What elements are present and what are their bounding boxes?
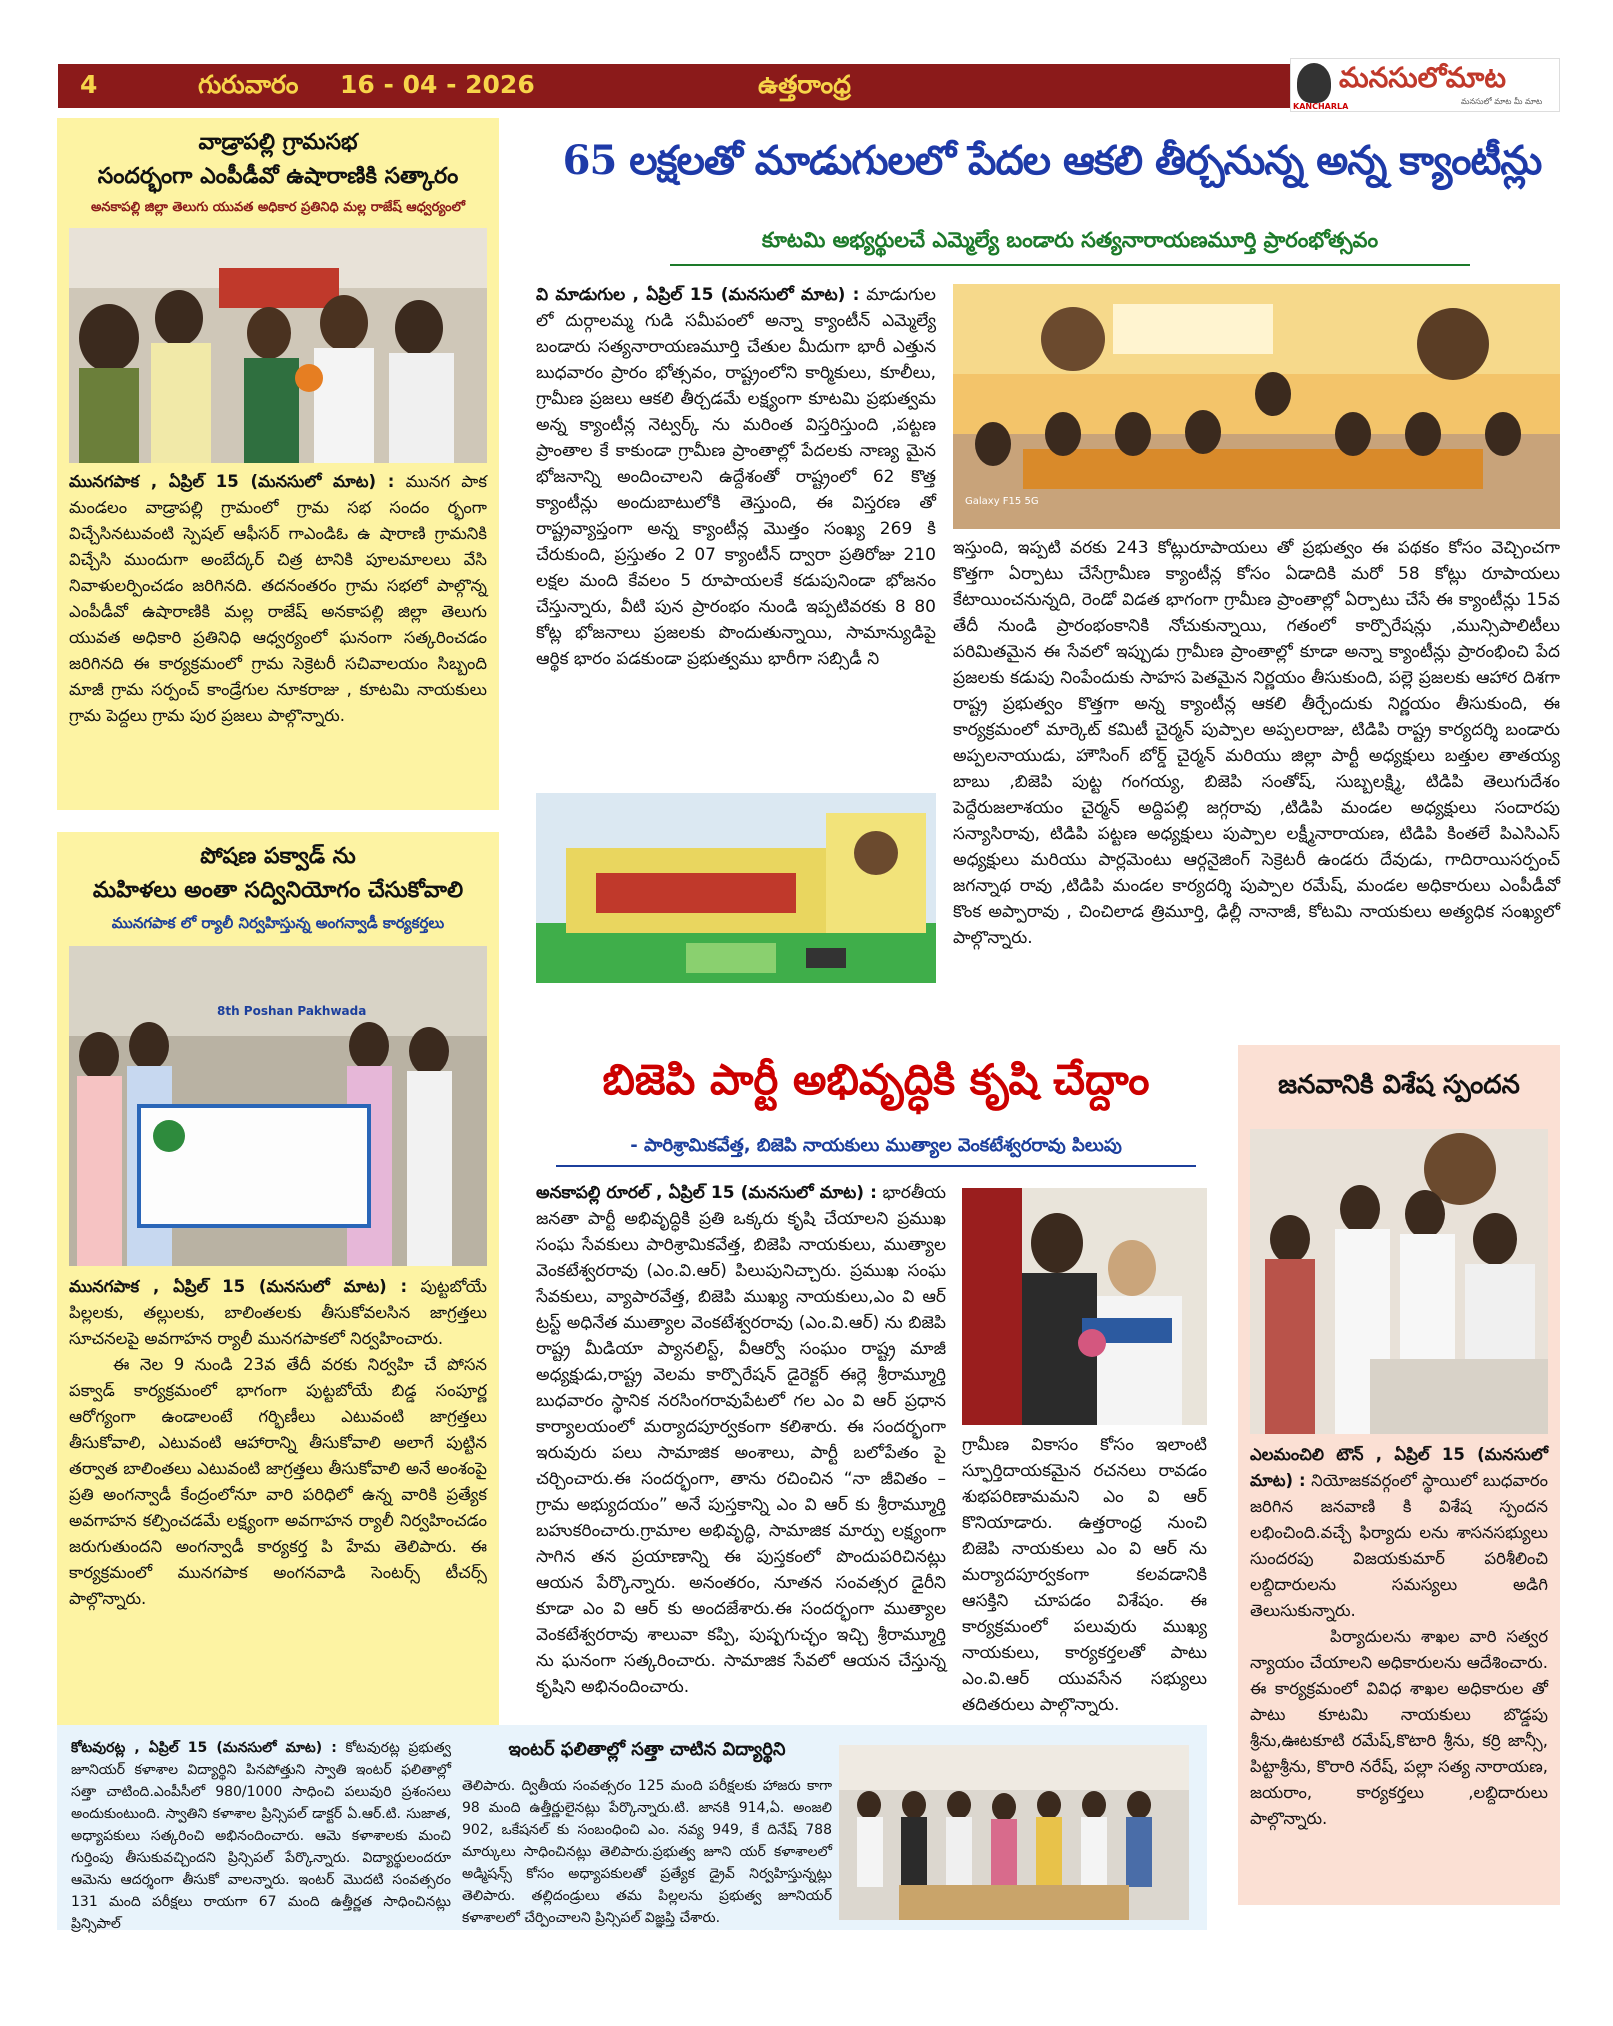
felicitation-photo: [69, 228, 487, 463]
article-title-line2: సందర్భంగా ఎంపీడీవో ఉషారాణికి సత్కారం: [97, 164, 459, 189]
janavani-dateline: ఎలమంచిలి టౌన్ , ఏప్రిల్ 15 (మనసులో మాట) :: [1250, 1445, 1548, 1490]
mvr-meeting-photo: [962, 1188, 1207, 1425]
bjp-headline: బిజెపి పార్టీ అభివృద్ధికి కృషి చేద్దాం: [602, 1055, 1150, 1104]
article-text: మునగ పాక మండలం వాడ్రాపల్లి గ్రామంలో గ్రామ సభ సందం ర్భంగా విచ్చేసినటువంటి స్పెషల్ ఆఫీసర్ గాఎండిఓ ఉ షారాణి గ్రామనికి విచ్చేసి ముందుగా అంబేద్కర్ చిత్ర టానికి పూలమాలలు వేసి నివాళులర్పించడం జరిగినది. తదనంతరం గ్రామ సభలో పాల్గొన్న ఎంపీడీవో ఉషారాణికి మల్ల రాజేష్ అనకాపల్లి జిల్లా తెలుగు యువత అధికారి ప్రతినిధి ఆధ్వర్యంలో ఘనంగా సత్కరించడం జరిగినది ఈ కార్యక్రమంలో గ్రామ సెక్రెటరీ సచివాలయం సిబ్బంది మాజీ గ్రామ సర్పంచ్ కాండ్రేగుల నూకరాజు , కూటమి నాయకులు గ్రామ పెద్దలు గ్రామ పుర ప్రజలు పాల్గొన్నారు.: [69, 472, 488, 725]
poshan-subtitle: మునగపాక లో ర్యాలీ నిర్వహిస్తున్న అంగన్వాడీ కార్యకర్తలు: [111, 914, 445, 932]
inter-headline: ఇంటర్ ఫలితాల్లో సత్తా చాటిన విద్యార్థిని: [508, 1739, 786, 1760]
anganwadi-rally-photo: [69, 946, 487, 1266]
main-dateline: వి మాడుగుల , ఏప్రిల్ 15 (మనసులో మాట) :: [536, 285, 860, 305]
poshan-title-line2: మహిళలు అంతా సద్వినియోగం చేసుకోవాలి: [92, 878, 464, 903]
bjp-col1: [536, 1180, 946, 1700]
page-number: 4: [80, 70, 98, 99]
inter-student-photo: [839, 1745, 1189, 1920]
main-col1: [536, 282, 936, 787]
main-col1-text: మాడుగుల లో దుర్గాలమ్మ గుడి సమీపంలో అన్నా క్యాంటీన్ ఎమ్మెల్యే బండారు సత్యనారాయణమూర్తి చేతుల మీదుగా భారీ ఎత్తున బుధవారం ప్రారం భోత్సవం, రాష్ట్రంలోని కార్మికులు, కూలీలు, గ్రామీణ ప్రజలు ఆకలి తీర్చడమే లక్ష్యంగా కూటమి ప్రభుత్వమ అన్న క్యాంటీన్ల నెట్వర్క్ ను మరింత విస్తరిస్తుంది ,పట్టణ ప్రాంతాల కే కాకుండా గ్రామీణ ప్రాంతాల్లో పేదలకు నాణ్య మైన భోజనాన్ని అందించాలని ఉద్దేశంతో రాష్ట్రంలో 62 కొత్త క్యాంటీన్లు అందుబాటులోకి తెస్తుంది, ఈ విస్తరణ తో రాష్ట్రవ్యాప్తంగా అన్న క్యాంటీన్ల మొత్తం సంఖ్య 269 కి చేరుకుంది, ప్రస్తుతం 2 07 క్యాంటీన్ ద్వారా ప్రతిరోజు 210 లక్షల మంది కేవలం 5 రూపాయలకే కడుపునిండా భోజనం చేస్తున్నారు, వీటి పున ప్రారంభం నుండి ఇప్పటివరకు 8 80 కోట్ల భోజనాలు ప్రజలకు పొందుతున్నాయి, సామాన్యుడిపై ఆర్థిక భారం పడకుండా ప్రభుత్వము భారీగా సబ్సిడీ ని: [536, 285, 936, 669]
janavani-text2: పిర్యాదులను శాఖల వారి సత్వర న్యాయం చేయాలని అధికారులను ఆదేశించారు. ఈ కార్యక్రమంలో వివిధ శాఖల అధికారుల తో పాటు కూటమి నాయకులు బొడ్డపు శ్రీను,ఊటకూటి రమేష్,కొటారి శ్రీను, కర్రి జాన్సీ, పిట్టాశ్రీను, కొరారి నరేష్, పల్లా సత్య నారాయణ, జయరాం, కార్యకర్తలు ,లబ్దిదారులు పాల్గొన్నారు.: [1250, 1627, 1548, 1828]
bjp-col2: గ్రామీణ వికాసం కోసం ఇలాంటి స్ఫూర్తిదాయకమైన రచనలు రావడం శుభపరిణామమని ఎం వి ఆర్ కొనియాడారు. ఉత్తరాంధ్ర నుంచి బిజెపి నాయకులు ఎం వి ఆర్ ను మర్యాదపూర్వకంగా కలవడానికి ఆసక్తిని చూపడం విశేషం. ఈ కార్యక్రమంలో పలువురు ముఖ్య నాయకులు, కార్యకర్తలతో పాటు ఎం.వి.ఆర్ యువసేన సభ్యులు తదితరులు పాల్గొన్నారు.: [962, 1435, 1207, 1715]
masthead-day: గురువారం: [198, 70, 299, 99]
main-headline: 65 లక్షలతో మాడుగులలో పేదల ఆకలి తీర్చనున్న అన్న క్యాంటీన్లు: [562, 137, 1542, 184]
article-dateline: మునగపాక , ఏప్రిల్ 15 (మనసులో మాట) :: [69, 472, 395, 491]
article-title-line1: వాడ్రాపల్లి గ్రామసభ: [198, 130, 358, 155]
canteen-building-photo: [536, 793, 936, 983]
main-subhead: కూటమి అభ్యర్థులచే ఎమ్మెల్యే బండారు సత్యనారాయణమూర్తి ప్రారంభోత్సవం: [670, 228, 1470, 266]
poshan-body: [69, 1274, 487, 1352]
article-subtitle: అనకాపల్లి జిల్లా తెలుగు యువత అధికార ప్రతినిధి మల్ల రాజేష్ ఆధ్వర్యంలో: [91, 200, 465, 215]
bjp-subhead: - పారిశ్రామికవేత్త, బిజెపి నాయకులు ముత్యాల వెంకటేశ్వరరావు పిలుపు: [556, 1135, 1196, 1167]
brand-name: మనసులోమాట: [1339, 61, 1506, 94]
inter-col2: తెలిపారు. ద్వితీయ సంవత్సరం 125 మంది పరీక్షలకు హాజరు కాగా 98 మంది ఉత్తీర్ణులైనట్లు పేర్కొన్నారు.టి. జానకి 914,ఏ. అంజలి 902, ఒకేషనల్ కు సంబంధించి ఎం. నవ్య 949, కే దినేష్ 788 మార్కులు సాధించినట్లు తెలిపారు.ప్రభుత్వ జూని యర్ కళాశాలలో అడ్మిషన్స్ కోసం అధ్యాపకులతో ప్రత్యేక డ్రైవ్ నిర్వహిస్తున్నట్లు తెలిపారు. తల్లిదండ్రులు తమ పిల్లలను ప్రభుత్వ జూనియర్ కళాశాలలో చేర్పించాలని ప్రిన్సిపల్ విజ్ఞప్తి చేశారు.: [462, 1778, 832, 1926]
masthead-edition: ఉత్తరాంధ్ర: [758, 70, 851, 99]
janavani-body1: [1250, 1442, 1548, 1624]
brand-tag: KANCHARLA: [1293, 102, 1349, 111]
inter-col1-text: కోటవురట్ల ప్రభుత్వ జూనియర్ కళాశాల విద్యార్థిని పినపోత్తుని స్వాతి ఇంటర్ ఫలితాల్లో సత్తా చాటింది.ఎంపీసీలో 980/1000 సాధించి పలువురి ప్రశంసలు అందుకుంటుంది. స్వాతిని కళాశాల ప్రిన్సిపల్ డాక్టర్ ఏ.ఆర్.టి. సుజాత, అధ్యాపకులు సత్కరించి అభినందించారు. ఆమె కళాశాలకు మంచి గుర్తింపు తీసుకువచ్చిందని ప్రిన్సిపల్ పేర్కొన్నారు. విద్యార్థులందరూ ఆమెను ఆదర్శంగా తీసుకో వాలన్నారు. ఇంటర్ మొదటి సంవత్సరం 131 మంది పరీక్షలు రాయగా 67 మంది ఉత్తీర్ణత సాధించినట్లు ప్రిన్సిపాల్: [71, 1740, 452, 1932]
masthead-date: 16 - 04 - 2026: [340, 70, 535, 99]
janavani-photo: [1250, 1129, 1548, 1434]
article-body: [69, 469, 487, 729]
main-col2-text: ఇస్తుంది, ఇప్పటి వరకు 243 కోట్లురూపాయలు తో ప్రభుత్వం ఈ పథకం కోసం వెచ్చించగా కొత్తగా ఏర్పాటు చేసేగ్రామీణ క్యాంటీన్ల కోసం ఏడాదికి మరో 58 కోట్లు రూపాయలు కేటాయించనున్నది, రెండో విడత భాగంగా గ్రామీణ ప్రాంతాల్లో ఏర్పాటు చేసే ఈ క్యాంటీన్లు 15వ తేదీ నుండి ప్రారంభంకానికి నోచుకున్నాయి, గతంలో కార్పొరేషన్లు ,మున్సిపాలిటీలు పరిమితమైన ఈ సేవలో ఇప్పుడు గ్రామీణ ప్రాంతాల్లో కూడా అన్నా క్యాంటీన్లు ప్రారంభించి పేద ప్రజలకు కడుపు నింపేందుకు సాహస పెతమైన నిర్ణయం తీసుకుంది, పల్లె ప్రజలకు ఆహార దిశగా రాష్ట్ర ప్రభుత్వం కొత్తగా అన్న క్యాంటీన్ల ఆకలి తీర్చేందుకు నిర్ణయం తీసుకుంది, ఈ కార్యక్రమంలో మార్కెట్ కమిటీ చైర్మన్ పుప్పాల అప్పలరాజు, టిడిపి రాష్ట్ర కార్యదర్శి బండారు అప్పలనాయుడు, హౌసింగ్ బోర్డ్ చైర్మన్ మరియు జిల్లా పార్టీ అధ్యక్షులు బత్తుల తాతయ్య బాబు ,బిజెపి పుట్ట గంగయ్య, బిజెపి సంతోష్, సుబ్బలక్ష్మి, టిడిపి తెలుగుదేశం పెద్దేరుజలాశయం చైర్మన్ అద్దిపల్లి జగ్గరావు ,టిడిపి మండల అధ్యక్షులు సందారపు సన్యాసిరావు, టిడిపి పట్టణ అధ్యక్షులు పుప్పాల లక్ష్మీనారాయణ, టిడిపి కింతలే పిఎసిఎస్ అధ్యక్షులు మరియు పార్లమెంటు ఆర్గనైజింగ్ సెక్రెటరీ ఉండరు దేవుడు, గాదిరాయిసర్పంచ్ జగన్నాథ రావు ,టిడిపి మండల కార్యదర్శి పుప్పాల రమేష్, మండల అధికారులు ఎంపీడీవో కొంక అప్పారావు , చించిలాడ త్రిమూర్తి, ఢిల్లీ నానాజీ, కోటమి నాయకులు అత్యధిక సంఖ్యలో పాల్గొన్నారు.: [953, 538, 1560, 948]
bjp-dateline: అనకాపల్లి రూరల్ , ఏప్రిల్ 15 (మనసులో మాట) :: [536, 1183, 877, 1203]
article-vadrapalli: [57, 118, 499, 810]
poshan-banner-text: 8th Poshan Pakhwada: [217, 1004, 367, 1018]
brand-logo: [1290, 58, 1560, 112]
photo-caption: Galaxy F15 5G: [965, 496, 1039, 507]
bjp-col1-text: భారతీయ జనతా పార్టీ అభివృద్ధికి ప్రతి ఒక్కరు కృషి చేయాలని ప్రముఖ సంఘ సేవకులు పారిశ్రామికవేత్త, బిజెపి నాయకులు, ముత్యాల వెంకటేశ్వరరావు (ఎం.వి.ఆర్) పిలుపునిచ్చారు. ప్రముఖ సంఘ సేవకులు, వ్యాపారవేత్త, బిజెపి ముఖ్య నాయకులు,ఎం వి ఆర్ ట్రస్ట్ అధినేత ముత్యాల వెంకటేశ్వరరావు (ఎం.వి.ఆర్) ను బిజెపి రాష్ట్ర మీడియా ప్యానలిస్ట్, వీఆర్వో సంఘం రాష్ట్ర మాజీ అధ్యక్షుడు,రాష్ట్ర వెలమ కార్పొరేషన్ డైరెక్టర్ ఈర్లె శ్రీరామ్మూర్తి బుధవారం స్థానిక నరసింగరావుపేటలో గల ఎం వి ఆర్ ప్రధాన కార్యాలయంలో మర్యాదపూర్వకంగా కలిశారు. ఈ సందర్భంగా ఇరువురు పలు సామాజిక అంశాలు, పార్టీ బలోపేతం పై చర్చించారు.ఈ సందర్భంగా, తాను రచించిన “నా జీవితం – గ్రామ అభ్యుదయం” అనే పుస్తకాన్ని ఎం వి ఆర్ కు శ్రీరామ్మూర్తి బహుకరించారు.గ్రామాల అభివృద్ధి, సామాజిక మార్పు లక్ష్యంగా సాగిన తన ప్రయాణాన్ని ఈ పుస్తకంలో పొందుపరిచినట్లు ఆయన పేర్కొన్నారు. అనంతరం, నూతన సంవత్సర డైరీని కూడా ఎం వి ఆర్ కు అందజేశారు.ఈ సందర్భంగా ముత్యాల వెంకటేశ్వరరావు శాలువా కప్పి, పుష్పగుచ్ఛం ఇచ్చి శ్రీరామ్మూర్తి ను ఘనంగా సత్కరించారు. సామాజిక సేవలో ఆయన చేస్తున్న కృషిని అభినందించారు.: [536, 1183, 946, 1697]
main-col2: [953, 535, 1560, 1005]
janavani-text1: నియోజకవర్గంలో స్థాయిలో బుధవారం జరిగిన జనవాణి కి విశేష స్పందన లభించింది.వచ్చే ఫిర్యాదు లను శాసనసభ్యులు సుందరపు విజయకుమార్ పరిశీలించి లబ్దిదారులను సమస్యలు అడిగి తెలుసుకున్నారు.: [1250, 1471, 1548, 1620]
founder-portrait-icon: [1297, 63, 1331, 103]
canteen-stage-photo: [953, 284, 1560, 529]
poshan-title-line1: పోషణ పక్వాడ్ ను: [200, 844, 356, 869]
brand-subtitle: మనసులో మాట మీ మాట: [1461, 97, 1543, 106]
poshan-dateline: మునగపాక , ఏప్రిల్ 15 (మనసులో మాట) :: [69, 1277, 408, 1296]
poshan-text1: పుట్టబోయే పిల్లలకు, తల్లులకు, బాలింతలకు తీసుకోవలసిన జాగ్రత్తలు సూచనలపై అవగాహన ర్యాలీ మునగపాకలో నిర్వహించారు.: [69, 1277, 487, 1348]
poshan-text2: ఈ నెల 9 నుండి 23వ తేదీ వరకు నిర్వహి చే పోసన పక్వాడ్ కార్యక్రమంలో భాగంగా పుట్టబోయే బిడ్డ సంపూర్ణ ఆరోగ్యంగా ఉండాలంటే గర్భిణీలు ఎటువంటి జాగ్రత్తలు తీసుకోవాలి, ఎటువంటి ఆహారాన్ని తీసుకోవాలి అలాగే పుట్టిన తర్వాత బాలింతలు ఎటువంటి జాగ్రత్తలు తీసుకోవాలి అనే అంశంపై ప్రతి అంగన్వాడీ కేంద్రంలోనూ వారి పరిధిలో ఉన్న వారికి ప్రత్యేక అవగాహన కల్పించడమే లక్ష్యంగా అవగాహన ర్యాలీ నిర్వహించడం జరుగుతుందని అంగన్వాడీ కార్యకర్త పి హేమ తెలిపారు. ఈ కార్యక్రమంలో మునగపాక అంగనవాడి సెంటర్స్ టీచర్స్ పాల్గొన్నారు.: [69, 1355, 487, 1608]
janavani-headline: జనవానికి విశేష స్పందన: [1278, 1070, 1520, 1100]
article-inter-results: [57, 1725, 1207, 1930]
article-janavani: [1238, 1045, 1560, 1905]
inter-col1: [71, 1737, 452, 1932]
inter-dateline: కోటవురట్ల , ఏప్రిల్ 15 (మనసులో మాట) :: [71, 1740, 337, 1756]
